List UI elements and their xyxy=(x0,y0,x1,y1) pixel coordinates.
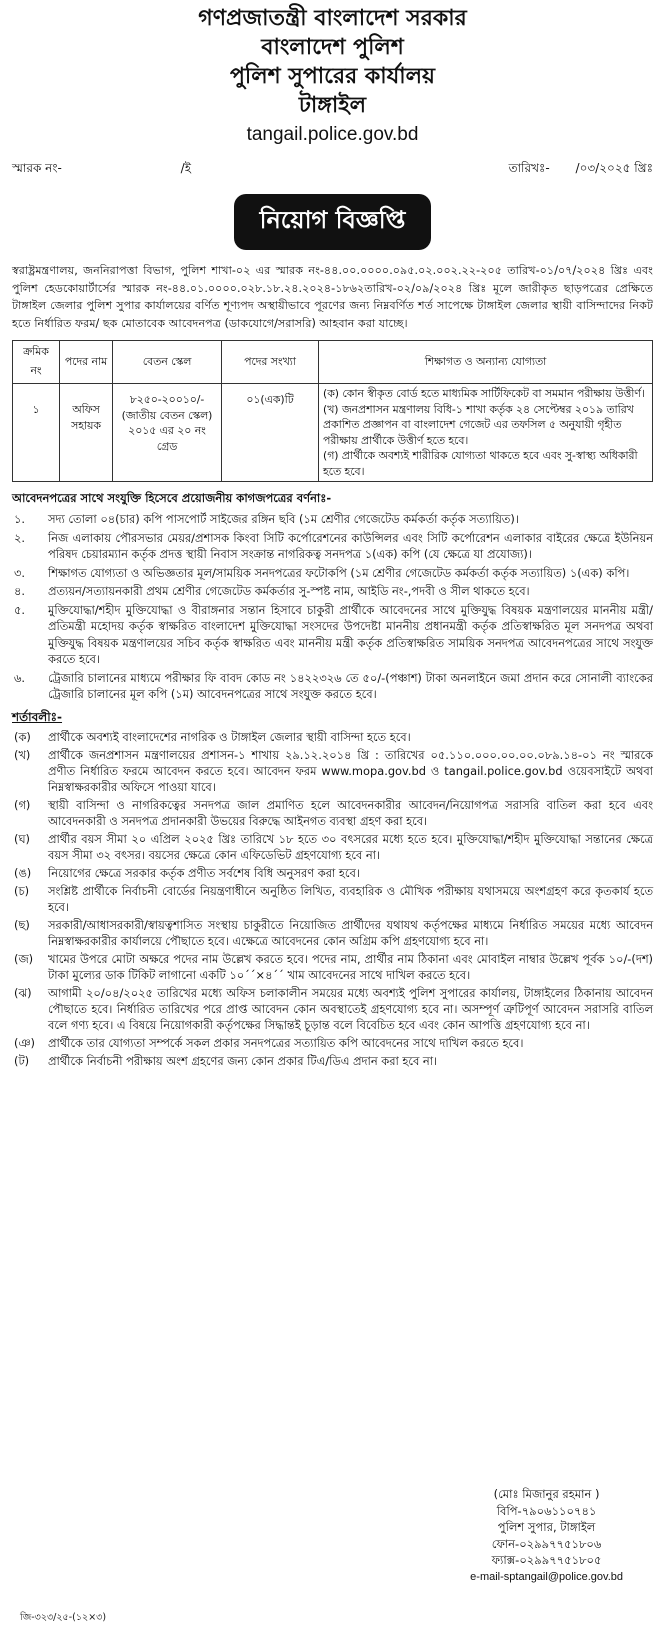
conditions-list xyxy=(12,729,653,1069)
item-text: প্রার্থীকে জনপ্রশাসন মন্ত্রণালয়ের প্রশাসন-১ শাখায় ২৯.১২.২০১৪ খ্রি : তারিখের ০৫.১১০.০০০.০০.০০.০৮৯.১৪-০১ নং স্মারকে প্রণীত নির্ধারিত ফরমে আবেদন করতে হবে। আবেদন ফরম www.mopa.gov.bd ও tangail.police.gov.bd ওয়েবসাইটে অথবা নিম্নস্বাক্ষরকারীর অফিসে পাওয়া যাবে। xyxy=(48,747,653,794)
date-value: /০৩/২০২৫ খ্রিঃ xyxy=(575,161,653,175)
item-number: (ট) xyxy=(14,1053,30,1068)
letterhead xyxy=(12,4,653,148)
website-link[interactable]: tangail.police.gov.bd xyxy=(246,124,419,145)
item-number: (খ) xyxy=(14,747,31,762)
signatory-bp: বিপি-৭৯০৬১১০৭৪১ xyxy=(496,1503,597,1518)
signatory-phone: ফোন-০২৯৯৭৭৫১৮০৬ xyxy=(491,1536,602,1551)
item-text: খামের উপরে মোটা অক্ষরে পদের নাম উল্লেখ করতে হবে। পদের নাম, প্রার্থীর নাম ঠিকানা এবং মোবাইল নাম্বার উল্লেখ পূর্বক ১০/-(দশ) টাকা মুল্যের ডাক টিকিট লাগানো একটি ১০´´×৪´´ খাম আবেদনের সাথে দাখিল করতে হবে। xyxy=(48,951,653,982)
title-wrap xyxy=(12,194,653,250)
item-number: (ঞ) xyxy=(14,1035,35,1050)
item-text: আগামী ২০/০৪/২০২৫ তারিখের মধ্যে অফিস চলাকালীন সময়ের মধ্যে অবশ্যই পুলিশ সুপারের কার্যালয়, টাঙ্গাইলের ঠিকানায় আবেদন পৌছাতে হবে। নির্ধারিত তারিখের পরে প্রাপ্ত আবেদন কোন অবস্থাতেই গ্রহণযোগ্য হবে না। অসম্পূর্ণ ত্রুটিপূর্ণ আবেদন সরাসরি বাতিল বলে গণ্য হবে। এ বিষয়ে নিয়োগকারী কর্তৃপক্ষের সিদ্ধান্তই চূড়ান্ত বলে বিবেচিত হবে এবং কোন আপত্তি গ্রহণযোগ্য হবে না। xyxy=(48,985,653,1032)
col-count: পদের সংখ্যা xyxy=(222,341,319,384)
list-item xyxy=(12,985,653,1033)
office-name: পুলিশ সুপারের কার্যালয় xyxy=(229,64,436,89)
memo-suffix: /ই xyxy=(180,161,191,175)
district-name: টাঙ্গাইল xyxy=(298,93,367,118)
memo-number xyxy=(12,160,191,180)
list-item xyxy=(12,602,653,668)
item-number: ৪. xyxy=(14,584,26,598)
recruitment-notice-page xyxy=(0,4,665,1643)
item-number: ৩. xyxy=(14,565,26,580)
item-number: ১. xyxy=(14,512,26,526)
col-post: পদের নাম xyxy=(60,341,113,384)
list-item xyxy=(12,917,653,949)
print-code: জি-৩২৩/২৫-(১২×৩) xyxy=(20,1612,107,1623)
list-item xyxy=(12,565,653,582)
item-number: (ঙ) xyxy=(14,865,32,880)
cell-post: অফিস সহায়ক xyxy=(60,384,113,482)
conditions-heading: শর্তাবলীঃ- xyxy=(12,709,63,724)
item-number: (চ) xyxy=(14,883,30,898)
col-qualification: শিক্ষাগত ও অন্যান্য যোগ্যতা xyxy=(319,341,653,384)
dept-name: বাংলাদেশ পুলিশ xyxy=(261,35,404,60)
list-item xyxy=(12,530,653,563)
item-number: (ঝ) xyxy=(14,985,32,1000)
cell-qualification xyxy=(319,384,653,482)
item-text: প্রার্থীকে তার যোগ্যতা সম্পর্কে সকল প্রকার সনদপত্রের সত্যায়িত কপি আবেদনের সাথে দাখিল করতে হবে। xyxy=(48,1035,524,1050)
intro-paragraph: স্বরাষ্ট্রমন্ত্রণালয়, জননিরাপত্তা বিভাগ, পুলিশ শাখা-০২ এর স্মারক নং-৪৪.০০.০০০০.০৯৫.০২.০০২.২২-২০৫ তারিখ-০১/০৭/২০২৪ খ্রিঃ এবং পুলিশ হেডকোয়ার্টার্সের স্মারক নং-৪৪.০১.০০০০.০২৮.১৮.২৪.২০২৪-১৮৬২তারিখ-০২/০৯/২০২৪ খ্রিঃ মূলে জারীকৃত ছাড়পত্রের প্রেক্ষিতে টাঙ্গাইল জেলার পুলিশ সুপার কার্যালয়ের বর্ণিত শূণ্যপদ অস্থায়ীভাবে পূরণের জন্য নিম্নবর্ণিত শর্ত সাপেক্ষে টাঙ্গাইল জেলার স্থায়ী বাসিন্দাদের নিকট হতে নির্ধারিত ফরম/ ছক মোতাবেক আবেদনপত্র (ডাকযোগে/সরাসরি) আহবান করা যাচ্ছে। xyxy=(12,264,653,330)
qualification-c: (গ) প্রার্থীকে অবশ্যই শারীরিক যোগ্যতা থাকতে হবে এবং সু-স্বাস্থ্য অধিকারী হতে হবে। xyxy=(323,449,638,478)
list-item xyxy=(12,865,653,881)
item-text: প্রার্থীর বয়স সীমা ২০ এপ্রিল ২০২৫ খ্রিঃ তারিখে ১৮ হতে ৩০ বৎসরের মধ্যে হতে হবে। মুক্তিযোদ্ধা/শহীদ মুক্তিযোদ্ধা সন্তানের ক্ষেত্রে বয়স সীমা ৩২ বৎসর। বয়সের ক্ষেত্রে কোন এফিডেভিট গ্রহণযোগ্য হবে না। xyxy=(48,831,653,862)
cell-serial: ১ xyxy=(13,384,60,482)
table-row xyxy=(13,384,653,482)
item-text: প্রার্থীকে নির্বাচনী পরীক্ষায় অংশ গ্রহণের জন্য কোন প্রকার টিএ/ডিএ প্রদান করা হবে না। xyxy=(48,1053,438,1068)
list-item xyxy=(12,951,653,983)
item-text: সরকারী/আধাসরকারী/স্বায়ত্বশাসিত সংস্থায় চাকুরীতে নিয়োজিত প্রার্থীদের যথাযথ কর্তৃপক্ষের মাধ্যমে নির্ধারিত সময়ের মধ্যে আবেদন নিম্নস্বাক্ষরকারীর কার্যালয়ে পৌছাতে হবে। এক্ষেত্রে আবেদনের কোন অগ্রিম কপি গ্রহণযোগ্য হবে না। xyxy=(48,917,653,948)
documents-list xyxy=(12,511,653,703)
vacancy-table xyxy=(12,340,653,482)
memo-date xyxy=(509,160,653,180)
item-text: নিজ এলাকায় পৌরসভার মেয়র/প্রশাসক কিংবা সিটি কর্পোরেশনের কাউন্সিলর এবং সিটি কর্পোরেশন এলাকার বাইরের ক্ষেত্রে ইউনিয়ন পরিষদ চেয়ারম্যান কর্তৃক প্রদত্ত স্থায়ী নিবাস সংক্রান্ত নাগরিকত্ব সনদপত্র ১(এক) কপি (যে ক্ষেত্রে যা প্রযোজ্য)। xyxy=(48,530,653,561)
table-header-row xyxy=(13,341,653,384)
item-text: স্থায়ী বাসিন্দা ও নাগরিকত্বের সনদপত্র জাল প্রমাণিত হলে আবেদনকারীর আবেদন/নিয়োগপত্র সরাসরি বাতিল করা হবে এবং আবেদনকারী ও সনদপত্র প্রদানকারী উভয়ের বিরুদ্ধে আইনগত ব্যবস্থা গ্রহণ করা হবে। xyxy=(48,797,653,828)
list-item xyxy=(12,747,653,795)
memo-label: স্মারক নং- xyxy=(12,161,62,175)
signatory-name: (মোঃ মিজানুর রহমান ) xyxy=(493,1487,600,1501)
item-text: মুক্তিযোদ্ধা/শহীদ মুক্তিযোদ্ধা ও বীরাঙ্গনার সন্তান হিসাবে চাকুরী প্রার্থীকে আবেদনের সাথে মুক্তিযুদ্ধ বিষয়ক মন্ত্রণালয়ের মাননীয় মন্ত্রী/প্রতিমন্ত্রী মহোদয় কর্তৃক স্বাক্ষরিত বাংলাদেশ মুক্তিযোদ্ধা সংসদের উপদেষ্টা মাননীয় প্রধানমন্ত্রী কর্তৃক প্রতিস্বাক্ষরিত মূল সনদপত্র অথবা মুক্তিযুদ্ধ বিষয়ক মন্ত্রণালয়ের সচিব কর্তৃক স্বাক্ষরিত এবং মাননীয় মন্ত্রী কর্তৃক প্রতিস্বাক্ষরিত সাময়িক সনদপত্র আবেদনপত্রের সাথে সংযুক্ত করতে হবে। xyxy=(48,602,653,666)
item-text: সংশ্লিষ্ট প্রার্থীকে নির্বাচনী বোর্ডের নিয়ন্ত্রণাধীনে অনুষ্ঠিত লিখিত, ব্যবহারিক ও মৌখিক পরীক্ষায় যথাসময়ে অংশগ্রহণ করে কৃতকার্য হতে হবে। xyxy=(48,883,653,914)
item-number: ৬. xyxy=(14,670,26,685)
qualification-b: (খ) জনপ্রশাসন মন্ত্রণালয় বিধি-১ শাখা কর্তৃক ২৪ সেপ্টেম্বর ২০১৯ তারিখ প্রকাশিত প্রজ্ঞাপন বা বাংলাদেশ গেজেট এর তফসিল ৫ অনুযায়ী গৃহীত পরীক্ষায় প্রার্থীকে উত্তীর্ণ হতে হবে। xyxy=(323,402,634,447)
item-number: (জ) xyxy=(14,951,34,966)
list-item xyxy=(12,1053,653,1069)
documents-heading: আবেদনপত্রের সাথে সংযুক্তি হিসেবে প্রয়োজনীয় কাগজপত্রের বর্ণনাঃ- xyxy=(12,491,332,505)
list-item xyxy=(12,670,653,703)
govt-name: গণপ্রজাতন্ত্রী বাংলাদেশ সরকার xyxy=(198,6,467,31)
item-number: (গ) xyxy=(14,797,31,812)
item-text: প্রার্থীকে অবশ্যই বাংলাদেশের নাগরিক ও টাঙ্গাইল জেলার স্থায়ী বাসিন্দা হতে হবে। xyxy=(48,729,411,744)
col-scale: বেতন স্কেল xyxy=(113,341,222,384)
cell-count: ০১(এক)টি xyxy=(222,384,319,482)
item-number: ২. xyxy=(14,530,26,545)
col-serial: ক্রমিক নং xyxy=(13,341,60,384)
signatory-email[interactable]: e-mail-sptangail@police.gov.bd xyxy=(470,1570,623,1583)
list-item xyxy=(12,583,653,600)
signatory-fax: ফ্যাক্স-০২৯৯৭৭৫১৮০৫ xyxy=(491,1553,602,1567)
qualification-a: (ক) কোন স্বীকৃত বোর্ড হতে মাধ্যমিক সার্টিফিকেট বা সমমান পরীক্ষায় উত্তীর্ণ। xyxy=(323,387,645,400)
item-number: (ছ) xyxy=(14,917,30,932)
item-text: ট্রেজারি চালানের মাধ্যমে পরীক্ষার ফি বাবদ কোড নং ১৪২২৩২৬ তে ৫০/-(পঞ্চাশ) টাকা অনলাইনে জমা প্রদান করে সোনালী ব্যাংকের ট্রেজারি চালানের মূল কপি (১ম) আবেদনপত্রের সাথে সংযুক্ত করতে হবে। xyxy=(48,670,653,701)
item-text: প্রত্যয়ন/সত্যায়নকারী প্রথম শ্রেণীর গেজেটেড কর্মকর্তার সু-স্পষ্ট নাম, আইডি নং-,পদবী ও সীল থাকতে হবে। xyxy=(48,584,530,598)
cell-scale: ৮২৫০-২০০১০/- (জাতীয় বেতন স্কেল) ২০১৫ এর ২০ নং গ্রেড xyxy=(113,384,222,482)
item-number: (ঘ) xyxy=(14,831,30,846)
signatory-designation: পুলিশ সুপার, টাঙ্গাইল xyxy=(497,1520,596,1534)
item-number: (ক) xyxy=(14,729,31,744)
list-item xyxy=(12,831,653,863)
list-item xyxy=(12,511,653,528)
list-item xyxy=(12,729,653,745)
item-text: শিক্ষাগত যোগ্যতা ও অভিজ্ঞতার মূল/সাময়িক সনদপত্রের ফটোকপি (১ম শ্রেণীর গেজেটেড কর্মকর্তা কর্তৃক সত্যায়িত) ১(এক) কপি। xyxy=(48,565,630,580)
item-number: ৫. xyxy=(14,602,26,617)
item-text: নিয়োগের ক্ষেত্রে সরকার কর্তৃক প্রণীত সর্বশেষ বিধি অনুসরণ করা হবে। xyxy=(48,865,360,880)
memo-row xyxy=(12,160,653,180)
list-item xyxy=(12,1035,653,1051)
list-item xyxy=(12,797,653,829)
list-item xyxy=(12,883,653,915)
date-label: তারিখঃ- xyxy=(508,161,550,175)
item-text: সদ্য তোলা ০৪(চার) কপি পাসপোর্ট সাইজের রঙ্গিন ছবি (১ম শ্রেণীর গেজেটেড কর্মকর্তা কর্তৃক সত্যায়িত)। xyxy=(48,512,519,526)
notice-title: নিয়োগ বিজ্ঞপ্তি xyxy=(234,194,432,250)
signature-block xyxy=(470,1486,623,1585)
